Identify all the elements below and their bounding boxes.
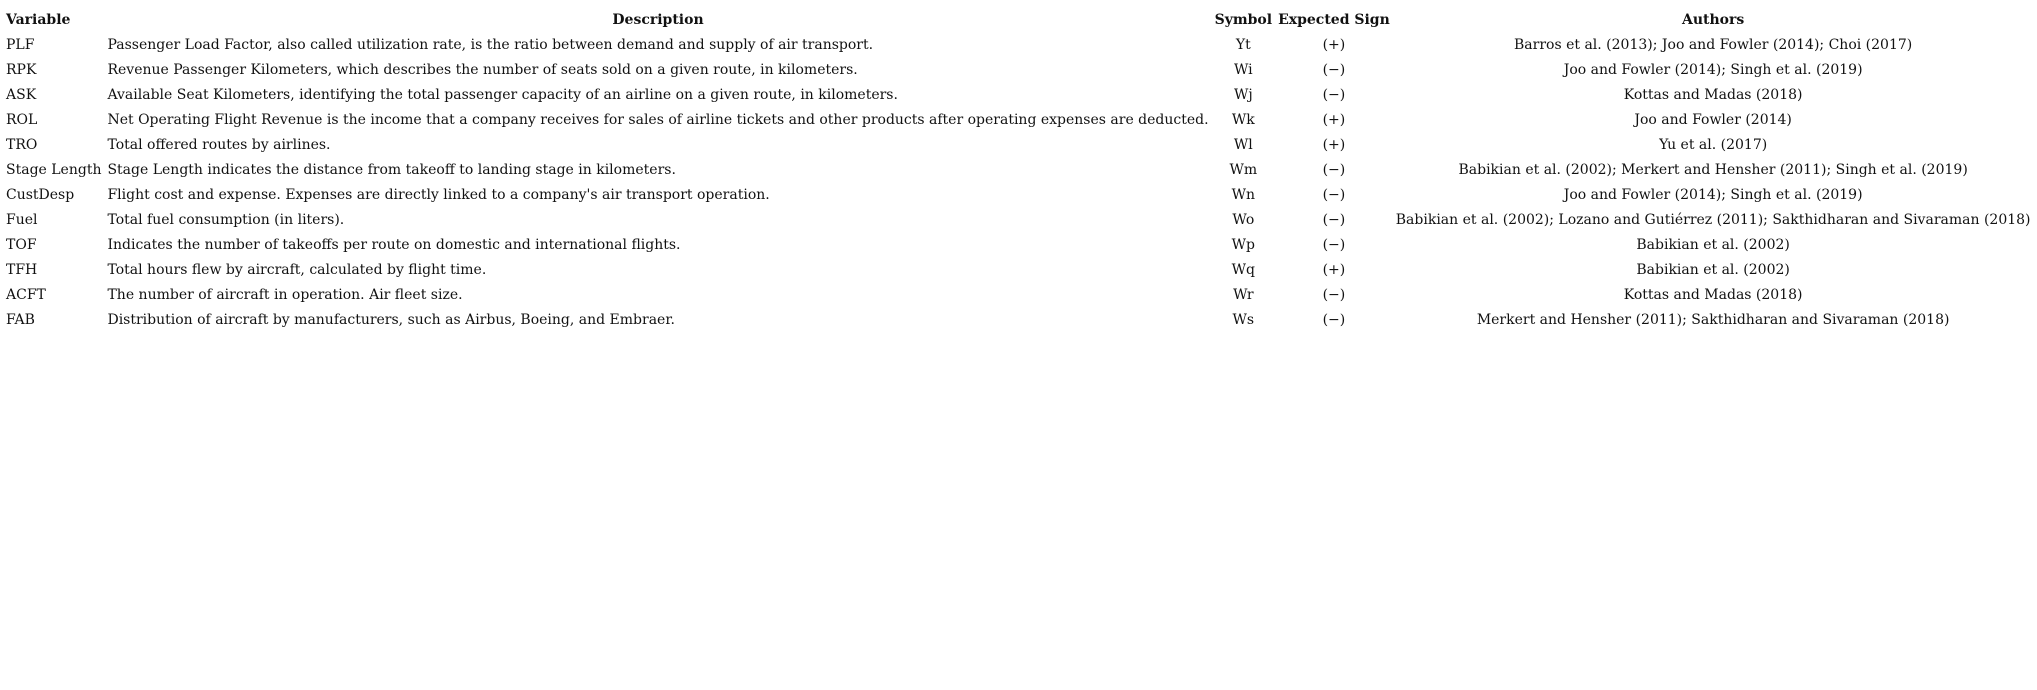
cell-description: Stage Length indicates the distance from takeoff to landing stage in kilometers. <box>107 162 676 178</box>
cell-variable: CustDesp <box>6 187 75 203</box>
cell-symbol: Wk <box>1231 112 1255 128</box>
cell-description: Indicates the number of takeoffs per route on domestic and international flights. <box>107 237 681 253</box>
cell-symbol: Wq <box>1231 262 1256 278</box>
cell-expected-sign: (−) <box>1322 212 1346 228</box>
cell-variable: Fuel <box>6 212 38 228</box>
cell-variable: TFH <box>6 262 38 278</box>
cell-expected-sign: (−) <box>1322 287 1346 303</box>
cell-symbol: Wj <box>1233 87 1253 103</box>
table-row <box>6 258 2037 283</box>
cell-symbol: Wm <box>1229 162 1258 178</box>
cell-variable: Stage Length <box>6 162 102 178</box>
cell-expected-sign: (+) <box>1322 262 1346 278</box>
cell-variable: TRO <box>6 137 38 153</box>
cell-authors: Joo and Fowler (2014) <box>1634 112 1792 128</box>
table-row <box>6 158 2037 183</box>
table-row <box>6 233 2037 258</box>
cell-authors: Kottas and Madas (2018) <box>1623 287 1803 303</box>
cell-description: Flight cost and expense. Expenses are directly linked to a company's air transport operation. <box>107 187 770 203</box>
cell-symbol: Wl <box>1233 137 1253 153</box>
cell-expected-sign: (+) <box>1322 137 1346 153</box>
header-symbol: Symbol <box>1214 12 1273 28</box>
variables-table <box>6 8 2037 333</box>
table-row <box>6 58 2037 83</box>
table-row <box>6 283 2037 308</box>
cell-symbol: Wn <box>1231 187 1256 203</box>
cell-authors: Barros et al. (2013); Joo and Fowler (2014); Choi (2017) <box>1514 37 1913 53</box>
table-row <box>6 33 2037 58</box>
cell-expected-sign: (−) <box>1322 162 1346 178</box>
cell-symbol: Wi <box>1234 62 1253 78</box>
cell-symbol: Wo <box>1232 212 1255 228</box>
cell-authors: Babikian et al. (2002); Merkert and Hensher (2011); Singh et al. (2019) <box>1458 162 1968 178</box>
table-row <box>6 183 2037 208</box>
header-authors: Authors <box>1681 12 1745 28</box>
table-body <box>6 33 2037 333</box>
cell-variable: ROL <box>6 112 38 128</box>
cell-authors: Merkert and Hensher (2011); Sakthidharan and Sivaraman (2018) <box>1476 312 1950 328</box>
cell-description: Total offered routes by airlines. <box>107 137 331 153</box>
cell-authors: Joo and Fowler (2014); Singh et al. (2019) <box>1563 187 1863 203</box>
cell-expected-sign: (+) <box>1322 112 1346 128</box>
cell-description: The number of aircraft in operation. Air fleet size. <box>107 287 463 303</box>
cell-symbol: Wp <box>1231 237 1256 253</box>
cell-expected-sign: (+) <box>1322 37 1346 53</box>
header-expected-sign: Expected Sign <box>1278 12 1390 28</box>
header-variable: Variable <box>6 12 71 28</box>
cell-authors: Babikian et al. (2002) <box>1636 262 1790 278</box>
table-row <box>6 83 2037 108</box>
cell-expected-sign: (−) <box>1322 187 1346 203</box>
cell-variable: ACFT <box>6 287 46 303</box>
cell-description: Distribution of aircraft by manufacturers, such as Airbus, Boeing, and Embraer. <box>107 312 675 328</box>
cell-description: Revenue Passenger Kilometers, which describes the number of seats sold on a given route, in kilometers. <box>107 62 858 78</box>
header-description: Description <box>612 12 704 28</box>
cell-expected-sign: (−) <box>1322 237 1346 253</box>
cell-variable: TOF <box>6 237 37 253</box>
cell-variable: ASK <box>6 87 37 103</box>
cell-authors: Yu et al. (2017) <box>1659 137 1768 153</box>
cell-authors: Joo and Fowler (2014); Singh et al. (2019) <box>1563 62 1863 78</box>
cell-expected-sign: (−) <box>1322 312 1346 328</box>
cell-symbol: Wr <box>1233 287 1254 303</box>
cell-symbol: Ws <box>1232 312 1255 328</box>
table-row <box>6 108 2037 133</box>
cell-variable: FAB <box>6 312 35 328</box>
table-row <box>6 208 2037 233</box>
cell-authors: Kottas and Madas (2018) <box>1623 87 1803 103</box>
cell-authors: Babikian et al. (2002) <box>1636 237 1790 253</box>
cell-variable: RPK <box>6 62 37 78</box>
cell-expected-sign: (−) <box>1322 87 1346 103</box>
cell-authors: Babikian et al. (2002); Lozano and Gutiérrez (2011); Sakthidharan and Sivaraman (2018) <box>1395 212 2031 228</box>
cell-description: Passenger Load Factor, also called utilization rate, is the ratio between demand and supply of air transport. <box>107 37 874 53</box>
cell-description: Net Operating Flight Revenue is the income that a company receives for sales of airline tickets and other products after operating expenses are deducted. <box>107 112 1209 128</box>
cell-expected-sign: (−) <box>1322 62 1346 78</box>
table-header-row <box>6 8 2037 33</box>
table-row <box>6 308 2037 333</box>
cell-symbol: Yt <box>1235 37 1251 53</box>
table-row <box>6 133 2037 158</box>
cell-description: Total hours flew by aircraft, calculated by flight time. <box>107 262 487 278</box>
cell-variable: PLF <box>6 37 35 53</box>
cell-description: Available Seat Kilometers, identifying the total passenger capacity of an airline on a given route, in kilometers. <box>107 87 898 103</box>
cell-description: Total fuel consumption (in liters). <box>107 212 345 228</box>
variables-table-container <box>0 0 2031 333</box>
